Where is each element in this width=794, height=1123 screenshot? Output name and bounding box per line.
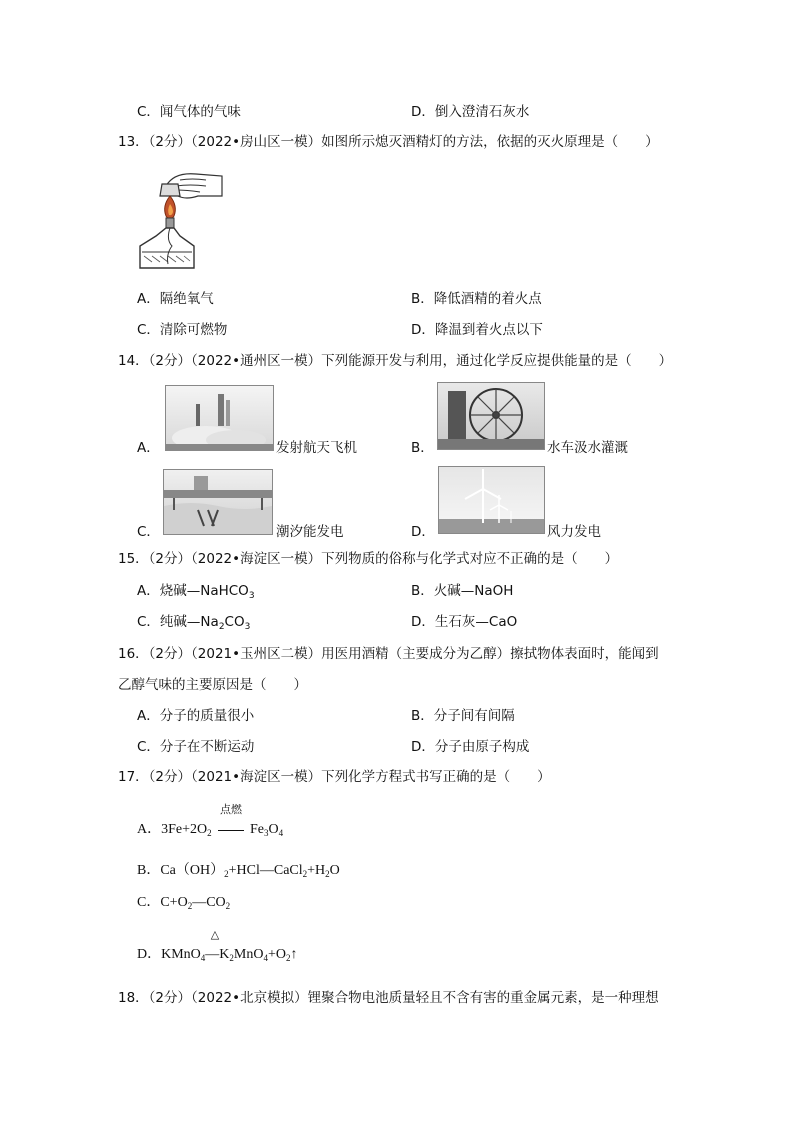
q17-option-b: B．$Ca(OH)_2+HCl—CaCl_2+H_2O$ [137,863,340,879]
q12-option-c: C．闻气体的气味 [137,104,241,120]
q14-option-d-text: 风力发电 [547,524,601,540]
q13-option-a: A．隔绝氧气 [137,291,214,307]
q17-option-d: D．$KMnO_4—K_2MnO_4+O_2↑$ [137,947,298,963]
q13-option-c: C．清除可燃物 [137,322,228,338]
q15-option-c: C．纯碱$—Na_2CO_3$ [137,614,251,632]
q17-a-condition: 点燃 [220,803,242,816]
q14-option-c-letter: C． [137,524,160,540]
q16-option-a: A．分子的质量很小 [137,708,255,724]
q14-option-a-letter: A． [137,440,160,456]
q14-option-a-text: 发射航天飞机 [276,440,357,456]
q14-option-c-text: 潮汐能发电 [276,524,344,540]
q16-stem-line1: 16．（2分）（2021•玉州区二模）用医用酒精（主要成分为乙醇）擦拭物体表面时，能闻到 [118,646,659,662]
wind-turbines-photo [438,466,545,534]
alcohol-lamp-illustration [136,166,228,272]
q12-option-d: D．倒入澄清石灰水 [411,104,530,120]
q18-stem: 18．（2分）（2022•北京模拟）锂聚合物电池质量轻且不含有害的重金属元素，是一种理想 [118,990,659,1006]
q15-stem: 15．（2分）（2022•海淀区一模）下列物质的俗称与化学式对应不正确的是（ ） [118,551,619,567]
q16-option-c: C．分子在不断运动 [137,739,255,755]
q17-d-condition: △ [210,928,220,941]
q14-option-b-letter: B． [411,440,434,456]
q14-option-d-letter: D． [411,524,435,540]
q15-option-d: D．生石灰—CaO [411,614,518,630]
q16-option-b: B．分子间有间隔 [411,708,515,724]
q14-option-b-text: 水车汲水灌溉 [547,440,628,456]
q14-stem: 14．（2分）（2022•通州区一模）下列能源开发与利用，通过化学反应提供能量的是（ ） [118,353,673,369]
q16-option-d: D．分子由原子构成 [411,739,530,755]
q17-option-a: A．$3Fe+2O_2$ [137,822,212,838]
tidal-power-photo [163,469,273,535]
q13-option-d: D．降温到着火点以下 [411,322,543,338]
q17-stem: 17．（2分）（2021•海淀区一模）下列化学方程式书写正确的是（ ） [118,769,551,785]
q13-option-b: B．降低酒精的着火点 [411,291,542,307]
q17-a-reaction-line [218,830,244,831]
waterwheel-photo [437,382,545,450]
q13-stem: 13．（2分）（2022•房山区一模）如图所示熄灭酒精灯的方法，依据的灭火原理是（ ） [118,134,659,150]
q15-option-a: A．烧碱—NaHCO$_3$ [137,583,255,601]
space-shuttle-launch-photo [165,385,274,451]
q16-stem-line2: 乙醇气味的主要原因是（ ） [118,677,307,693]
q17-option-a-product: $Fe_3O_4$ [250,822,284,838]
q15-option-b: B．火碱—NaOH [411,583,514,599]
q17-option-c: C．$C+O_2—CO_2$ [137,895,231,911]
